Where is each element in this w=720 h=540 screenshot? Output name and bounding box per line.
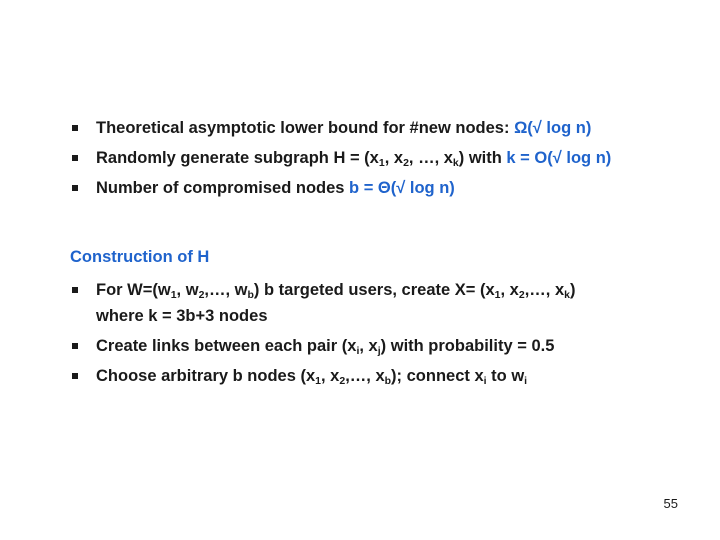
text-part: ,…, x xyxy=(524,281,565,299)
k-expression: k = O(√ log n) xyxy=(506,149,612,167)
subscript: 2 xyxy=(198,289,205,301)
text-part: ,…, x xyxy=(345,367,385,385)
section-heading: Construction of H xyxy=(70,248,210,266)
bullet-create-links xyxy=(70,336,700,356)
text-part: Create links between each pair (x xyxy=(96,337,357,355)
text-part: , w xyxy=(176,281,199,299)
subscript: k xyxy=(564,289,570,301)
text-part: Randomly generate subgraph H = (x xyxy=(96,149,379,167)
text-part: to w xyxy=(486,367,525,385)
subscript: 2 xyxy=(339,375,346,387)
subscript: 2 xyxy=(403,157,409,169)
subscript: b xyxy=(247,289,254,301)
text-part: ) b targeted users, create X= (x xyxy=(253,281,495,299)
text-part: , x xyxy=(500,281,519,299)
bullet-list-construction xyxy=(70,280,700,386)
text-part: Choose arbitrary b nodes (x xyxy=(96,367,316,385)
subscript: 1 xyxy=(378,157,385,169)
subscript: 2 xyxy=(518,289,525,301)
bullet-text: Number of compromised nodes xyxy=(96,179,350,197)
text-part: , x xyxy=(320,367,340,385)
text-part: , …, x xyxy=(408,149,453,167)
text-part: ) with xyxy=(458,149,507,167)
subscript: 1 xyxy=(494,289,501,301)
bullet-generate-subgraph xyxy=(70,148,700,168)
lower-bound-expression: Ω(√ log n) xyxy=(514,119,592,137)
bullet-text: Theoretical asymptotic lower bound for #new nodes: xyxy=(96,119,515,137)
bullet-marker xyxy=(72,155,78,161)
subscript: k xyxy=(452,157,459,169)
subscript: j xyxy=(377,345,381,357)
subscript: i xyxy=(483,375,487,387)
bullet-marker xyxy=(72,287,78,293)
text-part: , x xyxy=(384,149,404,167)
continuation-text: where k = 3b+3 nodes xyxy=(96,307,268,325)
bullet-marker xyxy=(72,185,78,191)
text-part: For W=(w xyxy=(96,281,171,299)
bullet-marker xyxy=(72,373,78,379)
subscript: i xyxy=(356,345,360,357)
text-part: ) with probability = 0.5 xyxy=(380,337,555,355)
b-expression: b = Θ(√ log n) xyxy=(349,179,455,197)
text-part: ); connect x xyxy=(391,367,484,385)
bullet-compromised-nodes xyxy=(70,178,700,198)
bullet-marker xyxy=(72,343,78,349)
page-number: 55 xyxy=(663,496,678,511)
subscript: 1 xyxy=(170,289,177,301)
subscript: b xyxy=(384,375,392,387)
bullet-create-x xyxy=(70,280,700,300)
bullet-choose-nodes xyxy=(70,366,700,386)
subscript: 1 xyxy=(315,375,321,387)
text-part: ,…, w xyxy=(204,281,248,299)
bullet-marker xyxy=(72,125,78,131)
text-part: , x xyxy=(359,337,378,355)
subscript: i xyxy=(524,375,528,387)
text-part: ) xyxy=(569,281,576,299)
bullet-lower-bound xyxy=(70,118,700,138)
bullet-continuation xyxy=(70,306,700,326)
bullet-list-bounds xyxy=(70,118,700,198)
